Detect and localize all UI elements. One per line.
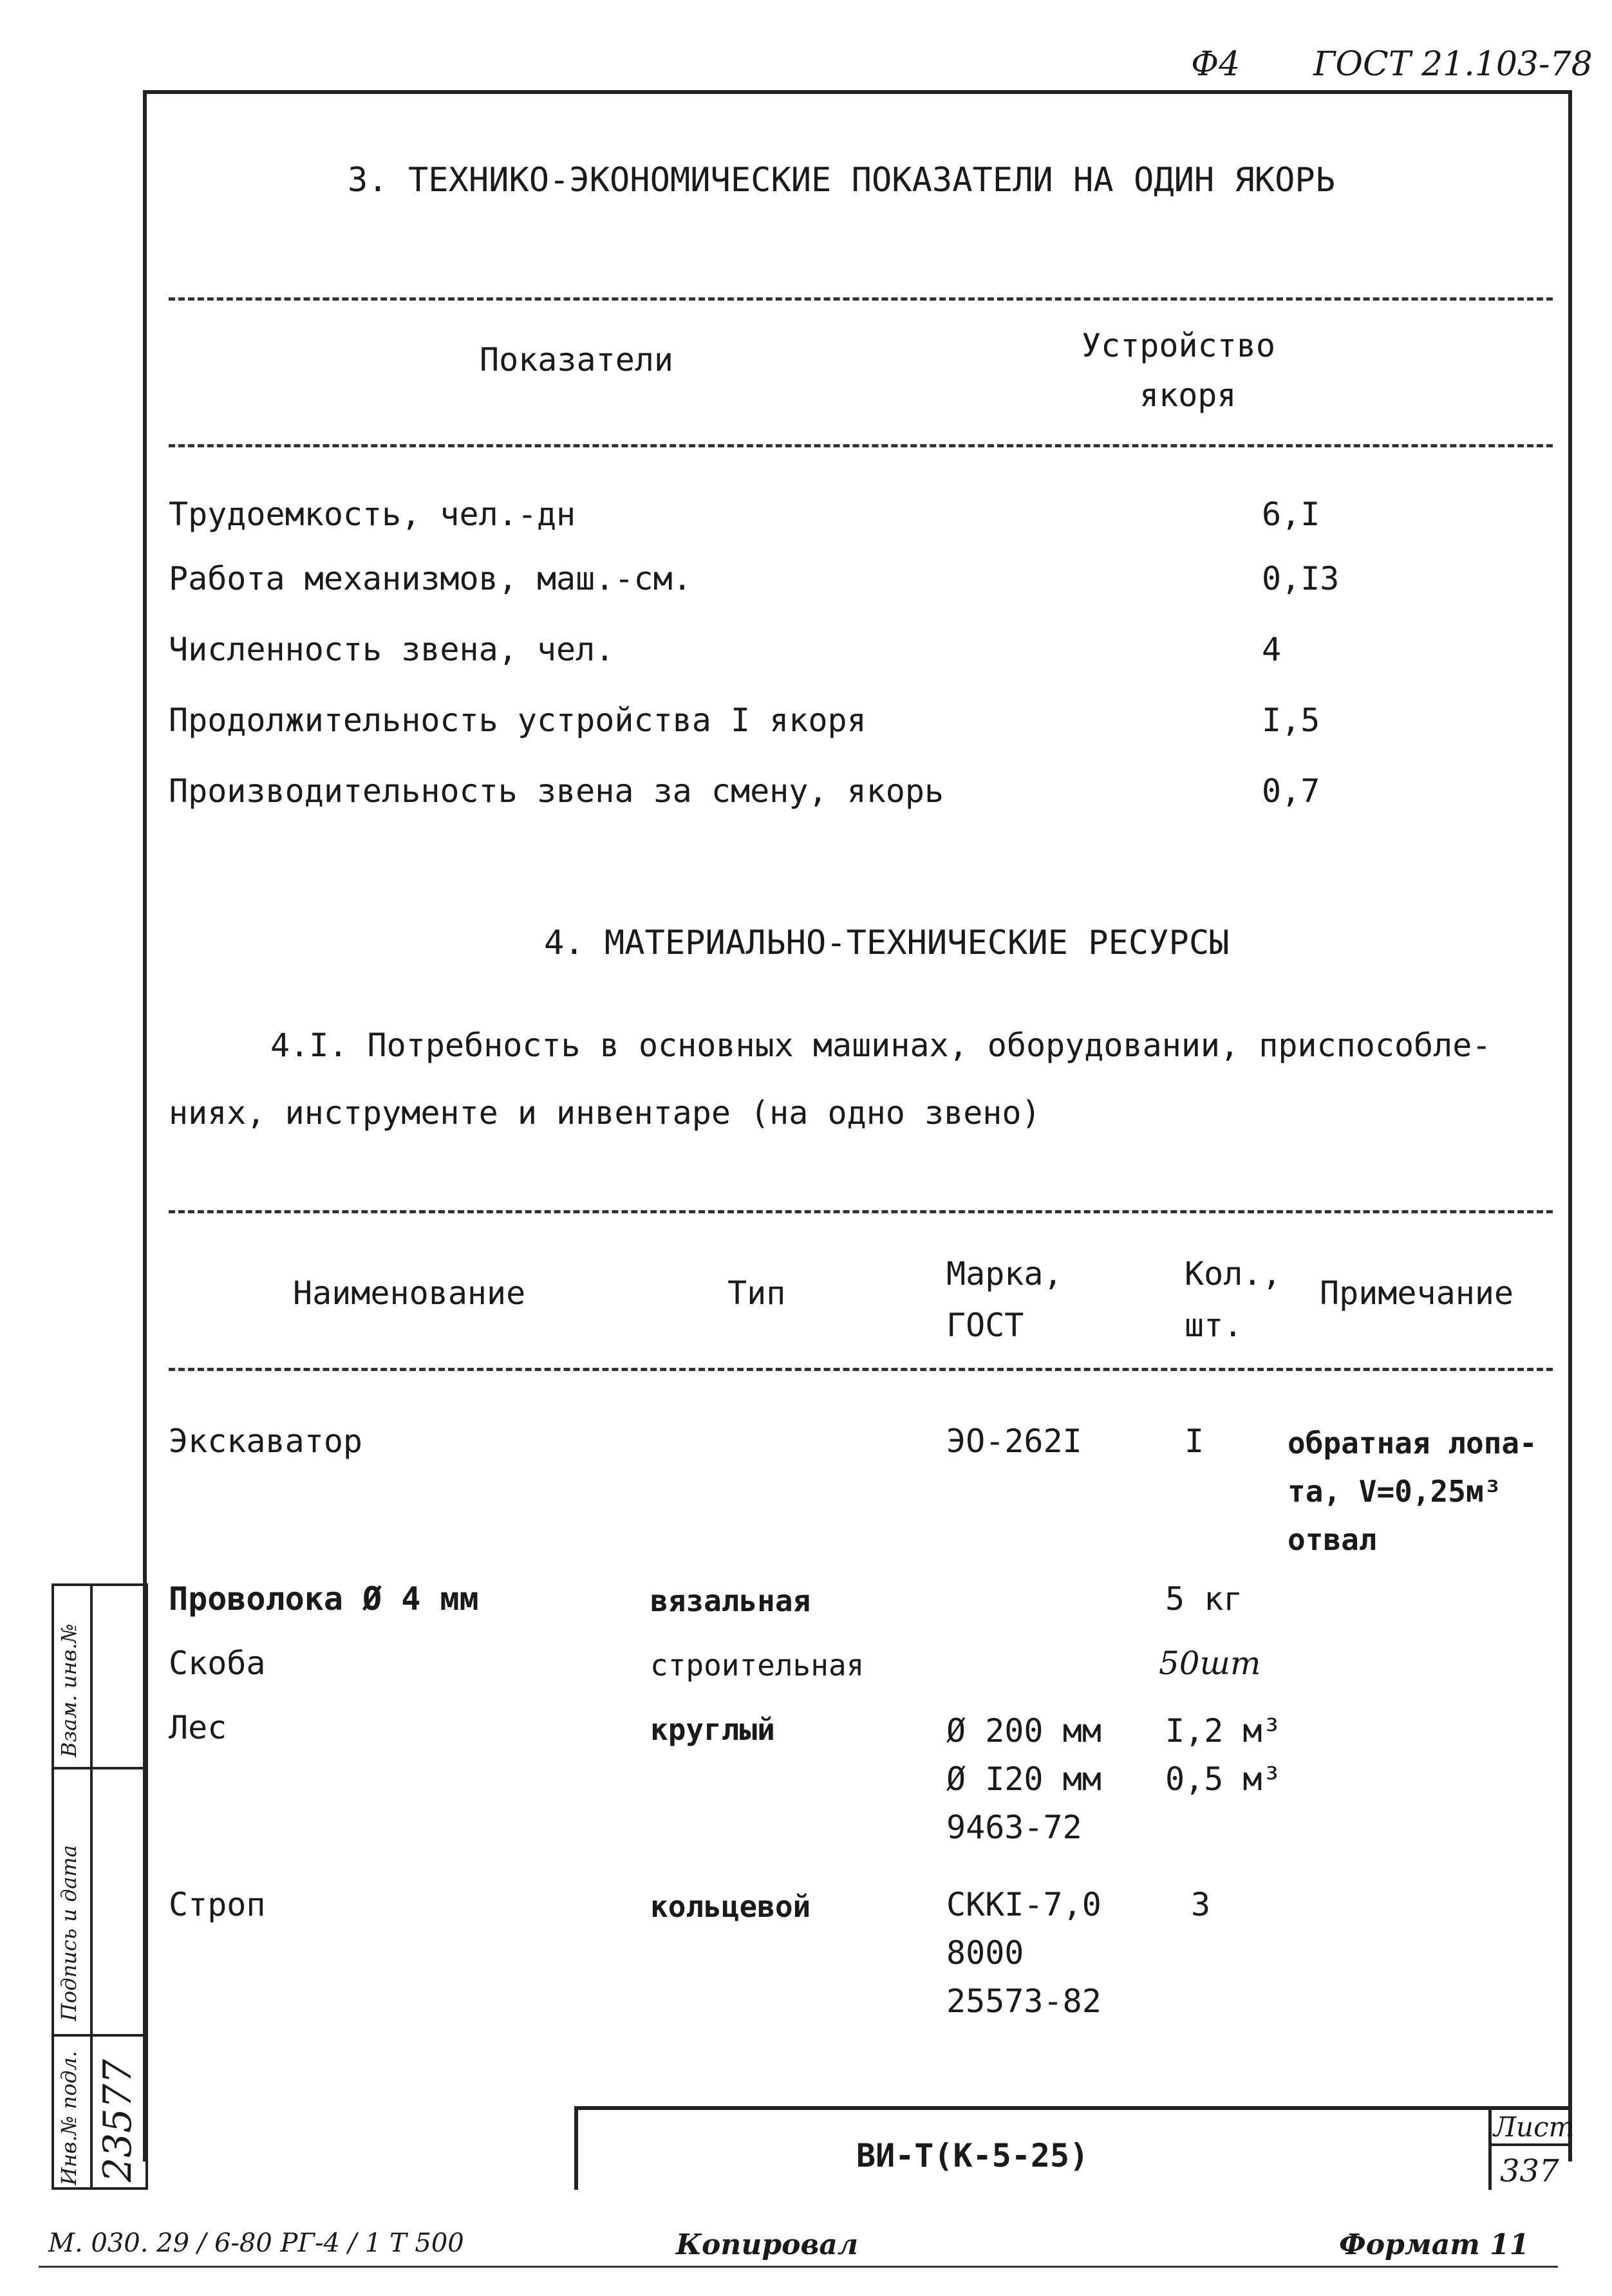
table2-top-divider <box>169 1210 1553 1213</box>
table-cell-mark: 9463-72 <box>946 1809 1082 1846</box>
table-cell-name: Строп <box>169 1886 266 1923</box>
indicator-value: 4 <box>1262 631 1282 668</box>
table-cell-name: Лес <box>169 1709 227 1746</box>
table-cell-name: Скоба <box>169 1645 266 1682</box>
table-cell-type: круглый <box>650 1712 775 1747</box>
table2-col-mark-1: Марка, <box>946 1255 1063 1293</box>
side-inv-number: 23577 <box>95 2059 140 2182</box>
title-block-sheet-divider <box>1488 2143 1572 2146</box>
table1-col-indicator: Показатели <box>480 341 674 378</box>
table-cell-note: отвал <box>1288 1522 1377 1557</box>
table-cell-name: Экскаватор <box>169 1423 363 1460</box>
table2-col-type: Тип <box>727 1274 786 1312</box>
table-cell-type: вязальная <box>650 1583 811 1618</box>
table1-col-value-1: Устройство <box>1082 327 1276 364</box>
indicator-value: 6,I <box>1262 496 1320 533</box>
sheet-number: 337 <box>1500 2153 1559 2189</box>
footer-copied: Копировал <box>676 2228 859 2261</box>
table-cell-mark: Ø 200 мм <box>946 1712 1101 1750</box>
table-cell-mark: ЭО-262I <box>946 1423 1082 1460</box>
table-cell-qty: 5 кг <box>1165 1580 1243 1618</box>
indicator-label: Продолжительность устройства I якоря <box>169 702 867 739</box>
side-stamp-col-divider <box>90 1583 93 2190</box>
section4-title: 4. МАТЕРИАЛЬНО-ТЕХНИЧЕСКИЕ РЕСУРСЫ <box>544 924 1230 962</box>
section3-title: 3. ТЕХНИКО-ЭКОНОМИЧЕСКИЕ ПОКАЗАТЕЛИ НА ОДИН ЯКОРЬ <box>348 161 1336 200</box>
side-inv-label: Инв.№ подл. <box>57 2051 81 2185</box>
table2-header-divider <box>169 1368 1553 1371</box>
indicator-label: Работа механизмов, маш.-см. <box>169 560 692 597</box>
table-cell-mark: 8000 <box>946 1934 1024 1972</box>
side-stamp-row-divider <box>52 1767 148 1769</box>
sheet-label: Лист <box>1494 2111 1575 2143</box>
section4-subtitle-line2: ниях, инструменте и инвентаре (на одно звено) <box>169 1094 1041 1132</box>
side-replace-label: Взам. инв.№ <box>57 1623 81 1757</box>
table-cell-type: строительная <box>650 1648 865 1683</box>
table-cell-qty: 50шт <box>1159 1645 1261 1682</box>
table1-col-value-2: якоря <box>1139 377 1237 414</box>
table-cell-mark: 25573-82 <box>946 1983 1101 2020</box>
table-cell-note: обратная лопа- <box>1288 1426 1537 1461</box>
table2-col-qty-1: Кол., <box>1185 1255 1282 1293</box>
side-stamp-row-divider <box>52 2034 148 2037</box>
footer-format: Формат 11 <box>1339 2228 1530 2261</box>
table-cell-qty: 3 <box>1191 1886 1211 1923</box>
document-code: ВИ-Т(К-5-25) <box>856 2137 1089 2174</box>
table2-col-mark-2: ГОСТ <box>946 1307 1024 1344</box>
footer-archive-note: М. 030. 29 / 6-80 РГ-4 / 1 Т 500 <box>48 2228 464 2258</box>
table-cell-qty: 0,5 м³ <box>1165 1760 1282 1798</box>
table-cell-mark: СККI-7,0 <box>946 1886 1101 1923</box>
table2-col-qty-2: шт. <box>1185 1307 1243 1344</box>
sheet-mark: Ф4 <box>1191 45 1241 84</box>
indicator-value: I,5 <box>1262 702 1320 739</box>
standard-code: ГОСТ 21.103-78 <box>1313 45 1593 84</box>
table2-col-name: Наименование <box>293 1274 526 1312</box>
table-cell-name: Проволока Ø 4 мм <box>169 1580 479 1618</box>
table1-top-divider <box>169 297 1553 301</box>
footer-rule <box>39 2266 1558 2268</box>
indicator-value: 0,I3 <box>1262 560 1340 597</box>
table-cell-mark: Ø I20 мм <box>946 1760 1101 1798</box>
table2-col-note: Примечание <box>1320 1274 1514 1312</box>
indicator-label: Численность звена, чел. <box>169 631 615 668</box>
indicator-label: Трудоемкость, чел.-дн <box>169 496 576 533</box>
indicator-label: Производительность звена за смену, якорь <box>169 772 944 810</box>
table-cell-note: та, V=0,25м³ <box>1288 1474 1502 1509</box>
table-cell-qty: I,2 м³ <box>1165 1712 1282 1750</box>
title-block-divider <box>1488 2106 1492 2190</box>
section4-subtitle-line1: 4.I. Потребность в основных машинах, оборудовании, приспособле- <box>270 1027 1492 1064</box>
table1-header-divider <box>169 444 1553 447</box>
indicator-value: 0,7 <box>1262 772 1320 810</box>
table-cell-type: кольцевой <box>650 1889 811 1924</box>
table-cell-qty: I <box>1185 1423 1204 1460</box>
side-sign-label: Подпись и дата <box>57 1845 81 2021</box>
